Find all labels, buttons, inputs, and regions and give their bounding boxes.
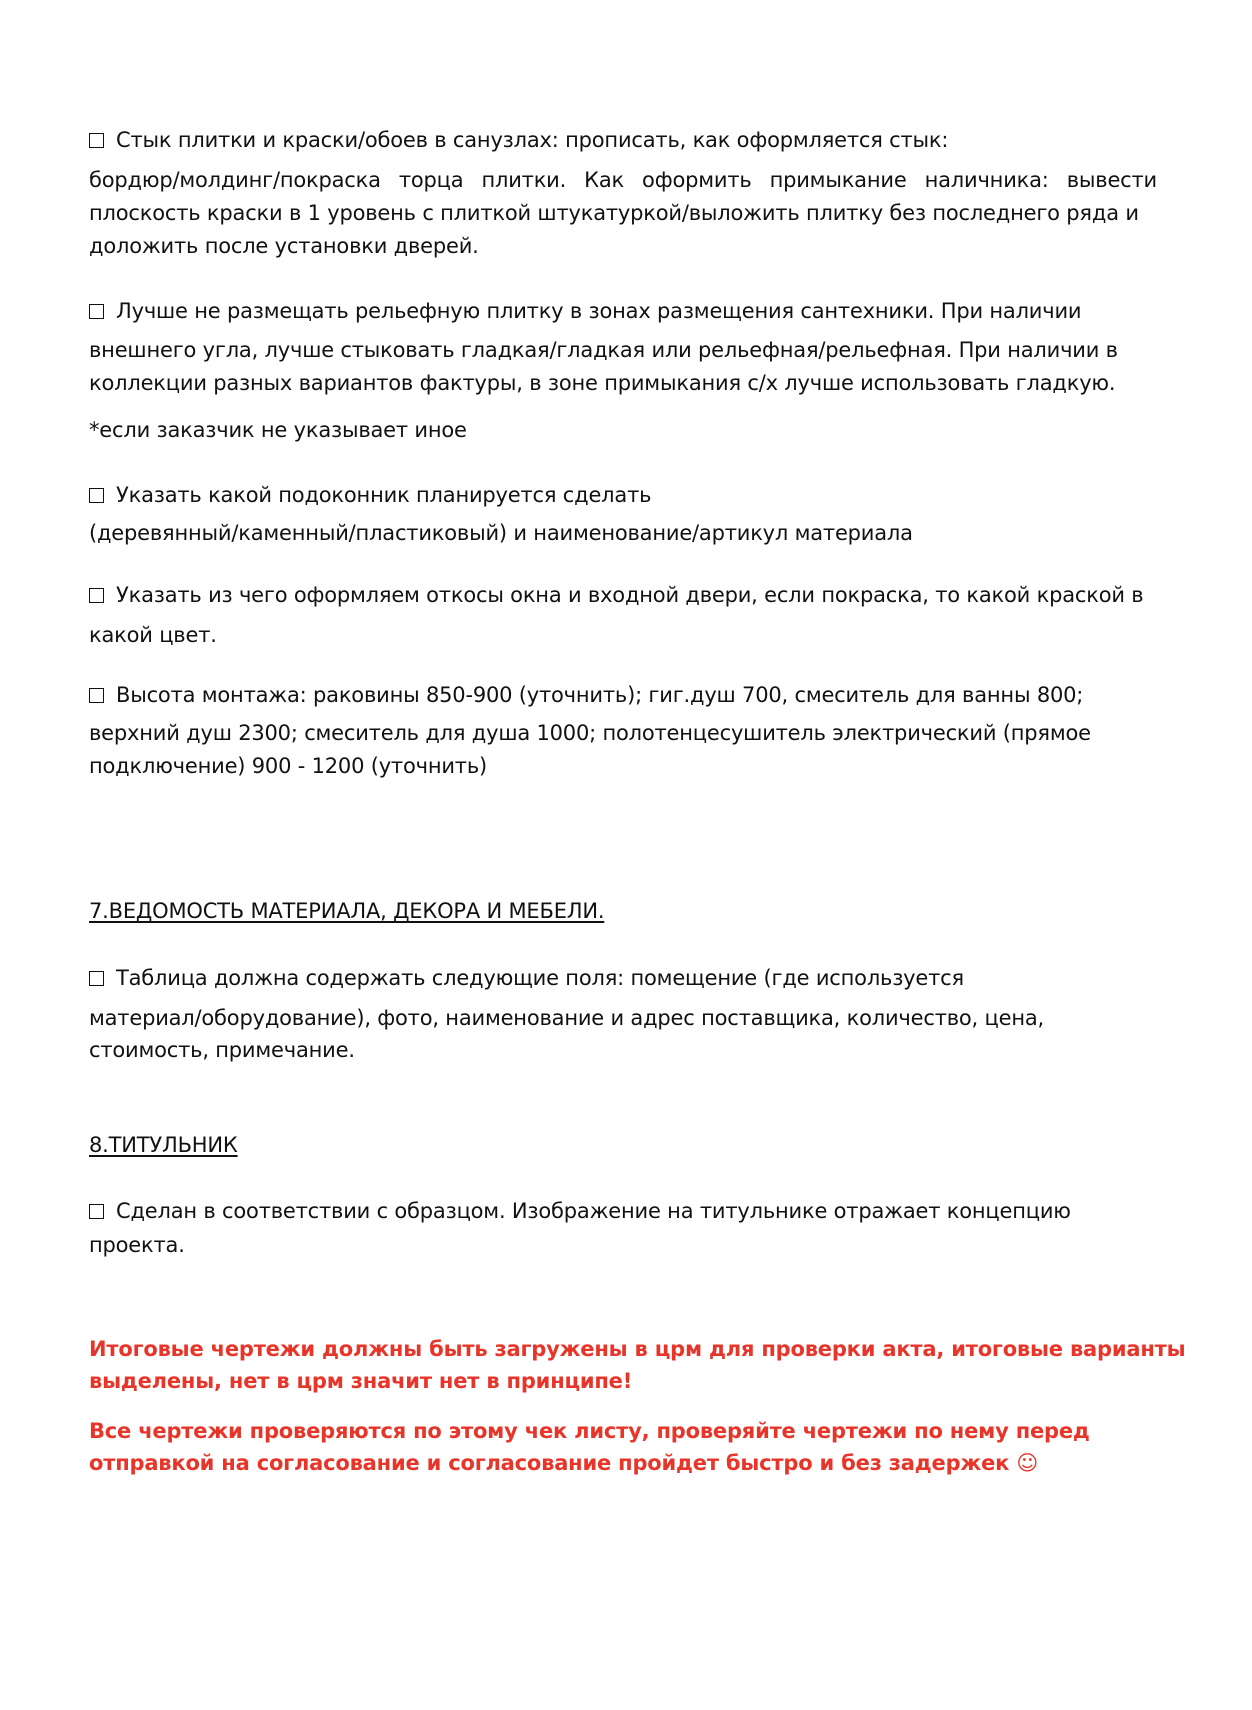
checklist-item-mounting-height [89,682,1083,708]
checklist-item-relief-tile [89,298,1081,324]
checklist-item-materials-table [89,965,964,991]
checkbox-icon[interactable] [89,688,104,703]
item-text: Таблица должна содержать следующие поля: помещение (где используется [116,966,964,990]
item-text-line: бордюр/молдинг/покраска торца плитки. Как оформить примыкание наличника: вывести [89,168,1157,192]
checkbox-icon[interactable] [89,1204,104,1219]
item-text-line: подключение) 900 - 1200 (уточнить) [89,754,487,778]
checkbox-icon[interactable] [89,488,104,503]
item-text-line: (деревянный/каменный/пластиковый) и наименование/артикул материала [89,521,913,545]
checklist-item-title-page [89,1198,1071,1224]
checkbox-icon[interactable] [89,588,104,603]
item-text-line: внешнего угла, лучше стыковать гладкая/гладкая или рельефная/рельефная. При наличии в [89,338,1118,362]
checkbox-icon[interactable] [89,971,104,986]
section-heading-title-page: 8.ТИТУЛЬНИК [89,1133,238,1157]
item-text: Высота монтажа: раковины 850-900 (уточнить); гиг.душ 700, смеситель для ванны 800; [116,683,1084,707]
notice-checklist-cont: отправкой на согласование и согласование пройдет быстро и без задержек ☺ [89,1451,1039,1475]
notice-crm-upload-cont: выделены, нет в црм значит нет в принципе! [89,1369,633,1393]
item-note: *если заказчик не указывает иное [89,418,467,442]
checklist-item-tile-joint [89,127,948,153]
item-text-line: доложить после установки дверей. [89,234,479,258]
section-heading-materials: 7.ВЕДОМОСТЬ МАТЕРИАЛА, ДЕКОРА И МЕБЕЛИ. [89,899,605,923]
checklist-item-window-slopes [89,582,1143,608]
item-text-line: верхний душ 2300; смеситель для душа 1000; полотенцесушитель электрический (прямое [89,721,1091,745]
checkbox-icon[interactable] [89,304,104,319]
notice-checklist: Все чертежи проверяются по этому чек листу, проверяйте чертежи по нему перед [89,1419,1090,1443]
item-text-line: плоскость краски в 1 уровень с плиткой штукатуркой/выложить плитку без последнего ряда и [89,201,1139,225]
item-text-line: стоимость, примечание. [89,1038,355,1062]
item-text-line: какой цвет. [89,623,217,647]
checklist-item-windowsill [89,482,651,508]
item-text: Указать какой подоконник планируется сделать [116,483,652,507]
item-text: Стык плитки и краски/обоев в санузлах: прописать, как оформляется стык: [116,128,949,152]
item-text: Лучше не размещать рельефную плитку в зонах размещения сантехники. При наличии [116,299,1082,323]
item-text-line: коллекции разных вариантов фактуры, в зоне примыкания с/х лучше использовать гладкую. [89,371,1116,395]
notice-crm-upload: Итоговые чертежи должны быть загружены в црм для проверки акта, итоговые варианты [89,1337,1186,1361]
item-text: Сделан в соответствии с образцом. Изображение на титульнике отражает концепцию [116,1199,1071,1223]
item-text-line: материал/оборудование), фото, наименование и адрес поставщика, количество, цена, [89,1006,1044,1030]
item-text: Указать из чего оформляем откосы окна и входной двери, если покраска, то какой краской в [116,583,1144,607]
checkbox-icon[interactable] [89,133,104,148]
item-text-line: проекта. [89,1233,185,1257]
